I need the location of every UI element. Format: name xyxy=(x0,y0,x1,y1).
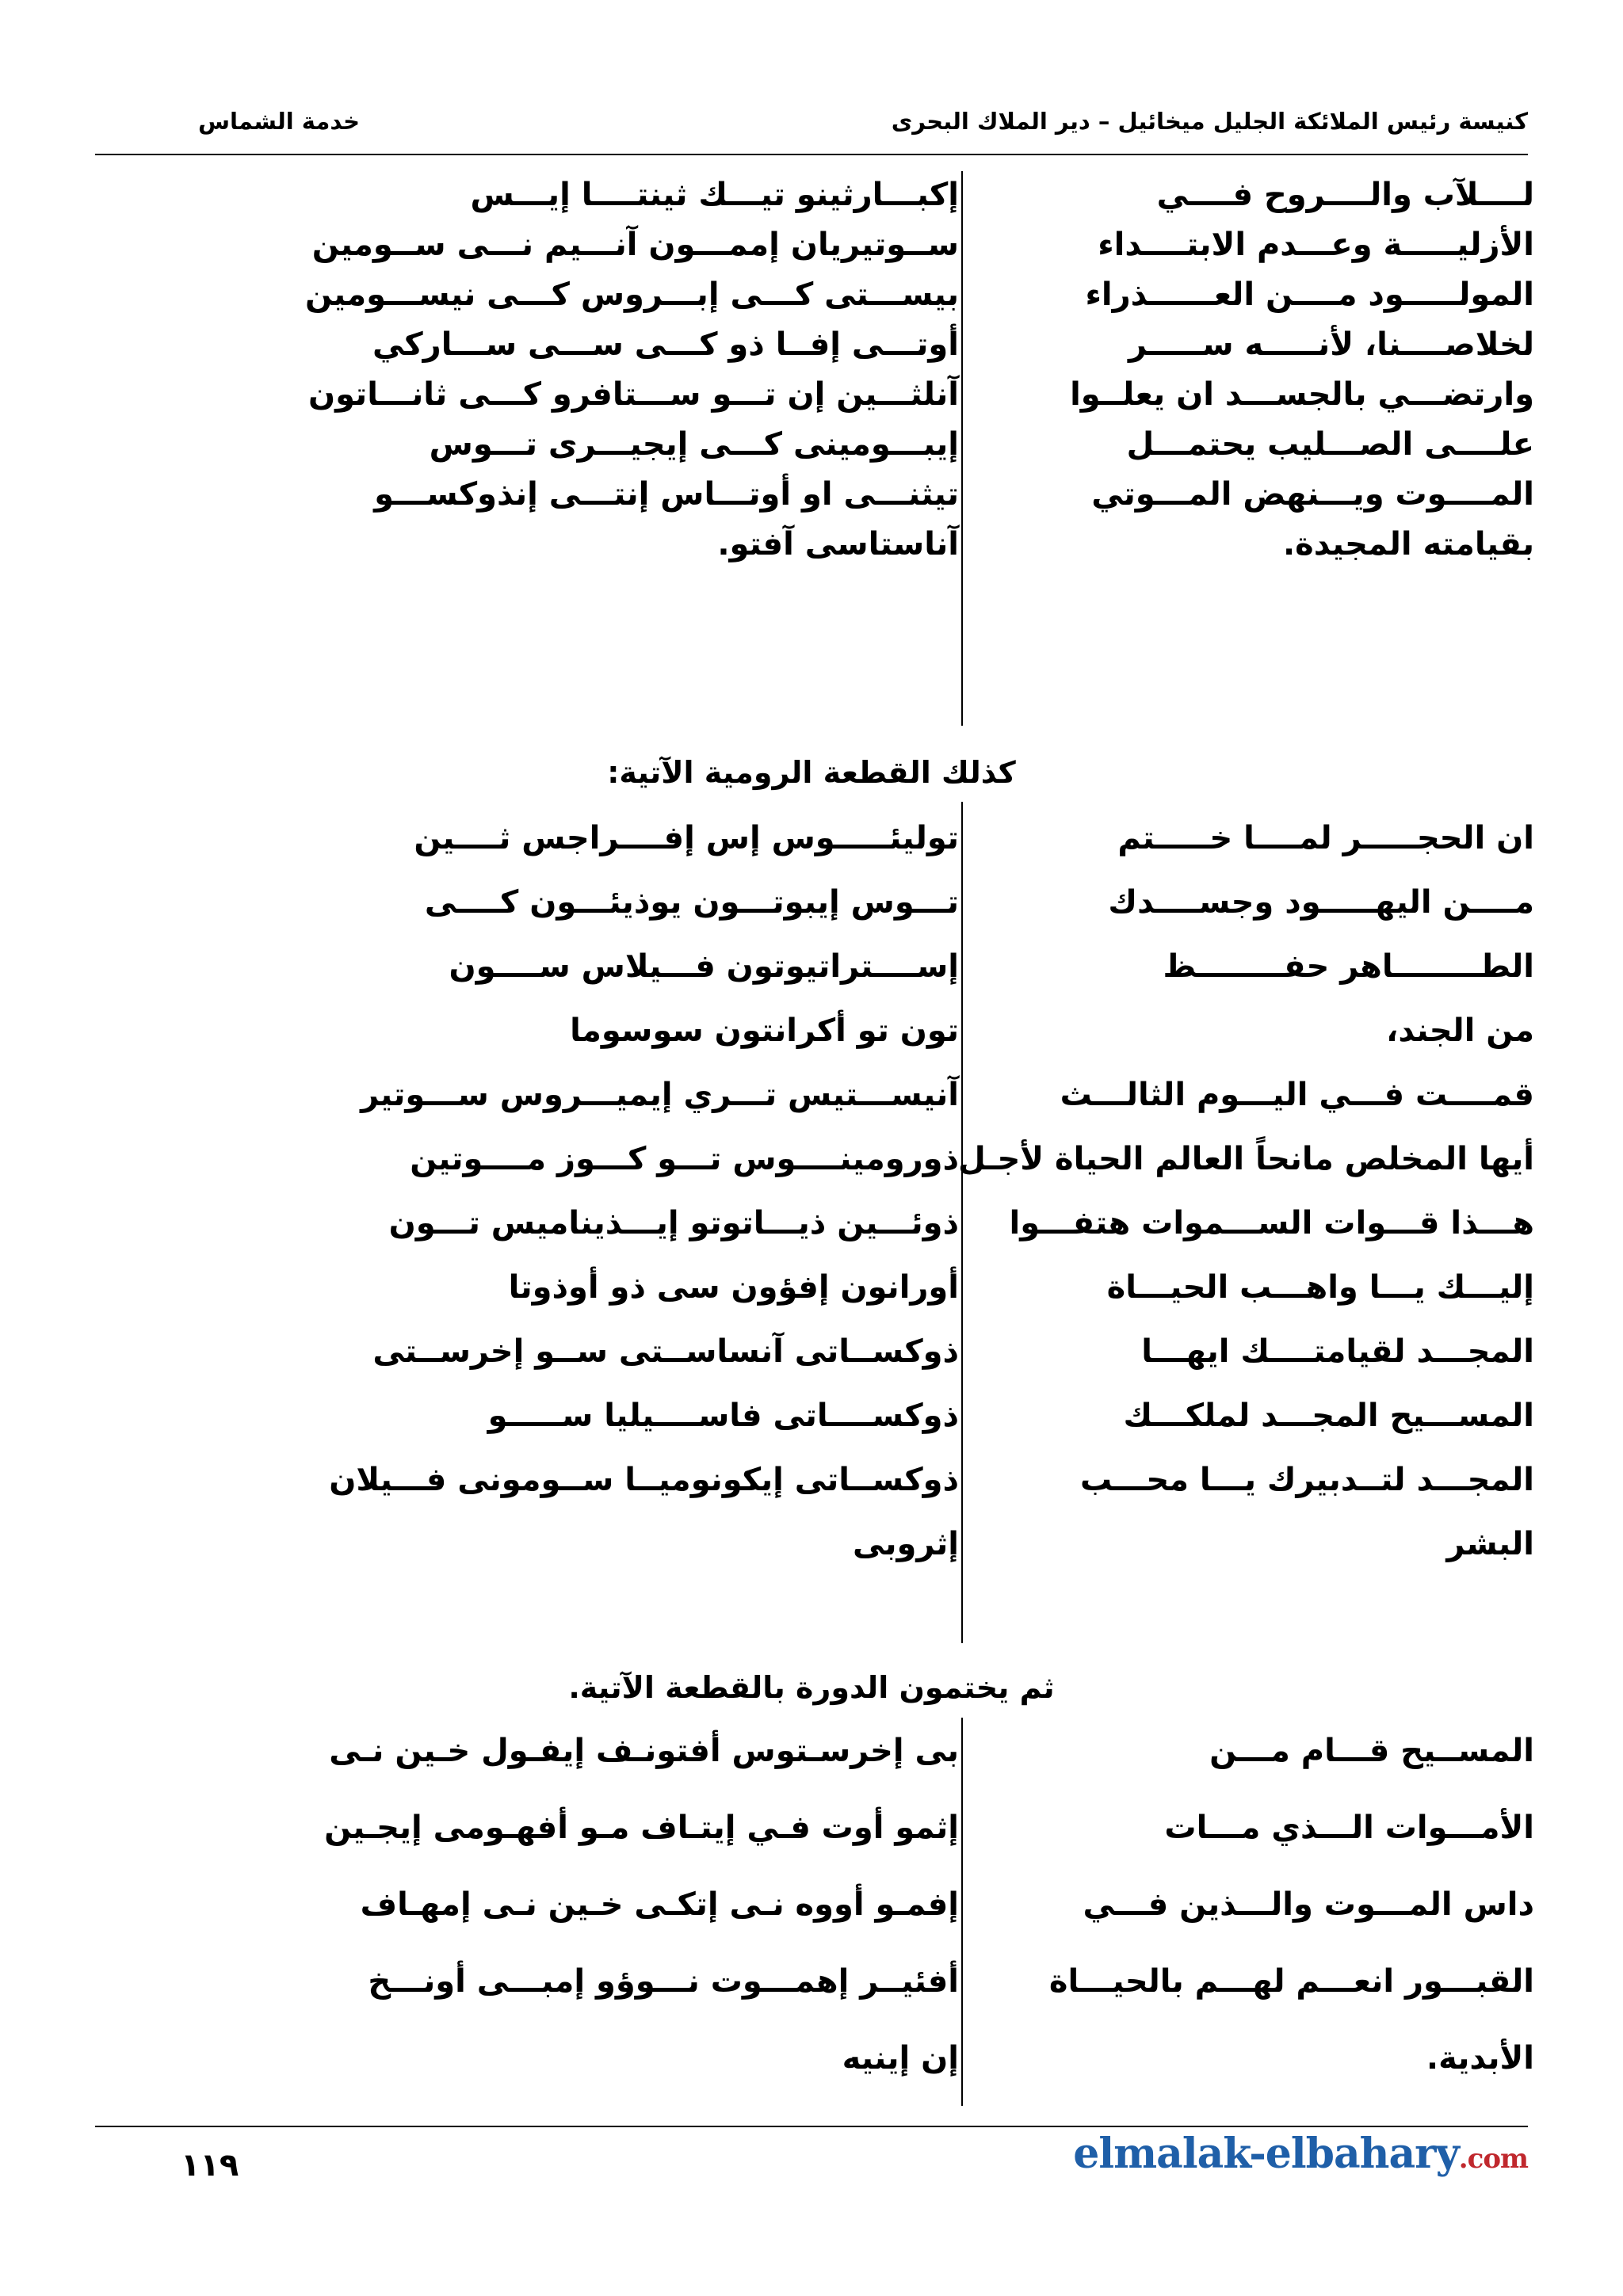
page-header xyxy=(95,108,1528,147)
arabic-verse: علــــى الصـــليب يحتمـــل xyxy=(1126,426,1534,463)
arabic-verse: لــــلآب والــــروح فــــي xyxy=(1156,177,1534,213)
arabic-verse: أيها المخلص مانحاً العالم الحياة لأجـل xyxy=(958,1141,1534,1177)
coptic-verse: ذورومينــــوس تـــو كـــوز مــــوتين xyxy=(410,1141,959,1177)
arabic-verse: بقيامته المجيدة. xyxy=(1282,526,1534,563)
arabic-verse: من الجند، xyxy=(1386,1013,1534,1049)
coptic-verse: إثروبى xyxy=(853,1526,959,1562)
coptic-verse: إثمو أوت فـي إيتـاف مـو أفهـومى إيجـين xyxy=(324,1810,959,1846)
arabic-verse: المولـــــود مــــن العــــــذراء xyxy=(1085,277,1534,313)
verse-row xyxy=(0,1392,1623,1440)
coptic-verse: تيثنـــى او أوتـــاس إنتـــى إنذوكســـو xyxy=(374,476,959,513)
verse-row xyxy=(0,1958,1623,2005)
coptic-verse: تون تو أكرانتون سوسوما xyxy=(570,1013,959,1049)
arabic-verse: مــــن اليهـــــود وجســــدك xyxy=(1108,884,1534,921)
arabic-verse: المــــوت ويـــنهض المـــوتي xyxy=(1091,476,1534,513)
coptic-verse: تـــوس إيبوتـــون يوذيئـــون كــــى xyxy=(424,884,959,921)
logo-suffix: .com xyxy=(1458,2143,1528,2175)
arabic-verse: إليـــك يـــا واهـــب الحيـــاة xyxy=(1106,1269,1534,1306)
verse-row xyxy=(0,1804,1623,1852)
section-heading: ثم يختمون الدورة بالقطعة الآتية. xyxy=(568,1670,1055,1705)
coptic-verse: أوتـــى إفــا ذو كـــى ســـى ســـاركي xyxy=(372,326,959,363)
arabic-verse: قمــــت فـــي اليـــوم الثالـــث xyxy=(1060,1077,1534,1113)
verse-row xyxy=(0,1727,1623,1775)
arabic-verse: داس المـــوت والـــذين فـــي xyxy=(1083,1886,1534,1923)
verse-row xyxy=(0,1456,1623,1504)
verse-row xyxy=(0,421,1623,468)
coptic-verse: إســــتراتيوتون فـــيلاس ســــون xyxy=(449,948,959,985)
verse-row xyxy=(0,1071,1623,1119)
arabic-verse: المســيح قـــام مـــن xyxy=(1209,1733,1534,1769)
verse-row xyxy=(0,371,1623,418)
arabic-verse: الأمـــوات الـــذي مـــات xyxy=(1164,1810,1534,1846)
section-heading: كذلك القطعة الرومية الآتية: xyxy=(607,755,1016,790)
coptic-verse: ذوئـــين ذيـــاتوتو إيـــذيناميس تـــون xyxy=(388,1205,959,1241)
coptic-verse: ذوكســاتى إيكونوميــا ســومونى فـــيلان xyxy=(329,1462,959,1498)
arabic-verse: وارتضـــي بالجســـد ان يعلــوا xyxy=(1070,376,1534,413)
header-book-title: خدمة الشماس xyxy=(198,108,360,135)
verse-row xyxy=(0,879,1623,926)
coptic-verse: إفمـو أووه نـى إتكـى خـين نـى إمهـاف xyxy=(360,1886,959,1923)
verse-row xyxy=(0,2035,1623,2082)
arabic-verse: الأزليـــــة وعـــدم الابتــــداء xyxy=(1098,227,1534,263)
verse-row xyxy=(0,1007,1623,1055)
coptic-verse: أورانون إفؤون سى ذو أوذوتا xyxy=(508,1269,959,1306)
coptic-verse: ذوكســــاتى فاســــيليا ســـــو xyxy=(487,1398,959,1434)
verse-row xyxy=(0,171,1623,219)
arabic-verse: المجـــد لتــدبيرك يـــا محـــب xyxy=(1080,1462,1534,1498)
coptic-verse: آنلثـــين إن تـــو ســـتافرو كـــى ثانـــاتون xyxy=(307,376,959,413)
verse-row xyxy=(0,1520,1623,1568)
arabic-verse: الأبدية. xyxy=(1426,2040,1534,2077)
coptic-verse: آنيســـتيس تـــري إيميـــروس ســـوتير xyxy=(361,1077,959,1113)
coptic-verse: بيســـتى كـــى إبـــروس كـــى نيســـومين xyxy=(305,277,959,313)
coptic-verse: ذوكســاتى آنساســتى ســو إخرســتى xyxy=(372,1333,959,1370)
page-number: ١١٩ xyxy=(181,2147,239,2183)
arabic-verse: الطــــــــاهر حفــــــــظ xyxy=(1163,948,1534,985)
coptic-verse: إن إينيه xyxy=(842,2040,959,2077)
verse-row xyxy=(0,221,1623,269)
header-church-title: كنيسة رئيس الملائكة الجليل ميخائيل – دير الملاك البحرى xyxy=(891,108,1528,135)
arabic-verse: المســـيح المجـــد لملكـــك xyxy=(1123,1398,1534,1434)
coptic-verse: أفئيــر إهمـــوت نـــوؤو إمبـــى أونـــخ xyxy=(368,1963,959,2000)
coptic-verse: ســوتيريان إممـــون آنـــيم نـــى ســومين xyxy=(311,227,959,263)
arabic-verse: المجـــد لقيامتــــك ايهـــا xyxy=(1141,1333,1534,1370)
arabic-verse: البشر xyxy=(1446,1526,1534,1562)
coptic-verse: إكبـــارثينو تيـــك ثينتــــا إيـــس xyxy=(470,177,959,213)
verse-row xyxy=(0,321,1623,368)
logo-text: elmalak-elbahary xyxy=(1073,2130,1459,2178)
verse-row xyxy=(0,1264,1623,1311)
header-divider xyxy=(95,154,1528,155)
coptic-verse: إيبـــومينى كـــى إيجيـــرى تـــوس xyxy=(429,426,959,463)
verse-row xyxy=(0,1881,1623,1928)
arabic-verse: ان الحجـــــر لمــــا خـــــتم xyxy=(1117,820,1534,856)
footer-divider xyxy=(95,2126,1528,2127)
verse-row xyxy=(0,814,1623,862)
coptic-verse: توليئـــــوس إس إفــــراجس ثــــين xyxy=(414,820,959,856)
verse-row xyxy=(0,471,1623,518)
verse-row xyxy=(0,1328,1623,1375)
coptic-verse: بى إخرسـتوس أفتونـف إيفـول خـين نـى xyxy=(329,1733,959,1769)
verse-row xyxy=(0,943,1623,990)
coptic-verse: آناستاسى آفتو. xyxy=(717,526,959,563)
verse-row xyxy=(0,521,1623,568)
site-logo xyxy=(1073,2130,1528,2178)
verse-row xyxy=(0,1199,1623,1247)
verse-row xyxy=(0,271,1623,318)
arabic-verse: هـــذا قـــوات الســـموات هتفـــوا xyxy=(1009,1205,1534,1241)
arabic-verse: القبـــور انعـــم لهـــم بالحيـــاة xyxy=(1048,1963,1534,2000)
verse-row xyxy=(0,1135,1623,1183)
arabic-verse: لخلاصــــنا، لأنـــــه ســـــر xyxy=(1128,326,1534,363)
